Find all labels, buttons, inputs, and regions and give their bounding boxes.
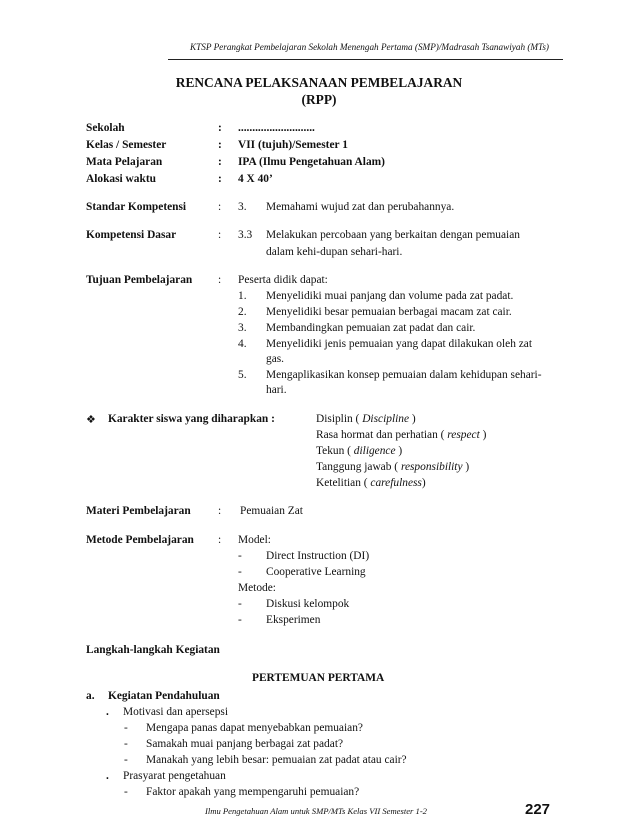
pertemuan-heading: PERTEMUAN PERTAMA bbox=[252, 672, 385, 684]
method-item: Diskusi kelompok bbox=[266, 598, 350, 610]
identity-label-class: Kelas / Semester bbox=[86, 139, 167, 151]
karakter-item: Rasa hormat dan perhatian ( respect ) bbox=[316, 429, 487, 441]
identity-value-class: VII (tujuh)/Semester 1 bbox=[238, 139, 348, 151]
kd-text-line1: Melakukan percobaan yang berkaitan dengan pemuaian bbox=[266, 229, 520, 241]
identity-colon: : bbox=[218, 139, 222, 151]
kd-colon: : bbox=[218, 229, 222, 241]
dash-bullet: - bbox=[238, 550, 242, 562]
tujuan-item-text-cont: gas. bbox=[266, 353, 285, 365]
question-item: Samakah muai panjang berbagai zat padat? bbox=[146, 738, 344, 750]
identity-label-time: Alokasi waktu bbox=[86, 173, 156, 185]
tujuan-item-text-cont: hari. bbox=[266, 384, 287, 396]
tujuan-colon: : bbox=[218, 274, 222, 286]
tujuan-item-number: 4. bbox=[238, 338, 247, 350]
tujuan-item-number: 5. bbox=[238, 369, 247, 381]
karakter-item: Tanggung jawab ( responsibility ) bbox=[316, 461, 470, 473]
metode-model-heading: Model: bbox=[238, 534, 271, 546]
prasyarat-item: Faktor apakah yang mempengaruhi pemuaian? bbox=[146, 786, 360, 798]
dash-bullet: - bbox=[124, 738, 128, 750]
karakter-item: Tekun ( diligence ) bbox=[316, 445, 403, 457]
tujuan-item-number: 3. bbox=[238, 322, 247, 334]
tujuan-item-text: Menyelidiki muai panjang dan volume pada zat padat. bbox=[266, 290, 514, 302]
tujuan-label: Tujuan Pembelajaran bbox=[86, 274, 193, 286]
page-footer: Ilmu Pengetahuan Alam untuk SMP/MTs Kelas VII Semester 1-2 bbox=[205, 806, 427, 816]
langkah-heading: Langkah-langkah Kegiatan bbox=[86, 644, 220, 656]
dash-bullet: - bbox=[124, 722, 128, 734]
kegiatan-label: Kegiatan Pendahuluan bbox=[108, 690, 220, 702]
kd-number: 3.3 bbox=[238, 229, 253, 241]
method-item: Eksperimen bbox=[266, 614, 321, 626]
question-item: Mengapa panas dapat menyebabkan pemuaian? bbox=[146, 722, 363, 734]
tujuan-item-text: Menyelidiki jenis pemuaian yang dapat dilakukan oleh zat bbox=[266, 338, 533, 350]
sk-text: Memahami wujud zat dan perubahannya. bbox=[266, 201, 455, 213]
tujuan-intro: Peserta didik dapat: bbox=[238, 274, 328, 286]
identity-value-school: ........................... bbox=[238, 122, 315, 134]
dot-bullet: . bbox=[106, 706, 109, 718]
materi-value: Pemuaian Zat bbox=[240, 505, 303, 517]
document-subtitle: (RPP) bbox=[301, 92, 337, 107]
karakter-item: Disiplin ( Discipline ) bbox=[316, 413, 416, 425]
tujuan-item-number: 1. bbox=[238, 290, 247, 302]
materi-label: Materi Pembelajaran bbox=[86, 505, 191, 517]
model-item: Cooperative Learning bbox=[266, 566, 366, 578]
metode-colon: : bbox=[218, 534, 222, 546]
sk-label: Standar Kompetensi bbox=[86, 201, 187, 213]
question-item: Manakah yang lebih besar: pemuaian zat padat atau cair? bbox=[146, 754, 407, 766]
dash-bullet: - bbox=[124, 786, 128, 798]
materi-colon: : bbox=[218, 505, 222, 517]
sk-colon: : bbox=[218, 201, 222, 213]
tujuan-item-number: 2. bbox=[238, 306, 247, 318]
identity-colon: : bbox=[218, 173, 222, 185]
header-rule bbox=[168, 59, 563, 60]
tujuan-item-text: Mengaplikasikan konsep pemuaian dalam kehidupan sehari- bbox=[266, 369, 542, 381]
identity-value-time: 4 X 40’ bbox=[238, 173, 273, 185]
sk-number: 3. bbox=[238, 201, 247, 213]
identity-colon: : bbox=[218, 156, 222, 168]
kegiatan-letter: a. bbox=[86, 690, 95, 702]
identity-label-subject: Mata Pelajaran bbox=[86, 156, 163, 168]
motivasi-heading: Motivasi dan apersepsi bbox=[123, 706, 229, 718]
model-item: Direct Instruction (DI) bbox=[266, 550, 370, 562]
dot-bullet: . bbox=[106, 770, 109, 782]
identity-colon: : bbox=[218, 122, 222, 134]
kd-text-line2: dalam kehi-dupan sehari-hari. bbox=[266, 246, 403, 258]
identity-value-subject: IPA (Ilmu Pengetahuan Alam) bbox=[238, 156, 385, 168]
dash-bullet: - bbox=[238, 598, 242, 610]
identity-label-school: Sekolah bbox=[86, 122, 125, 134]
dash-bullet: - bbox=[238, 614, 242, 626]
karakter-item: Ketelitian ( carefulness) bbox=[316, 477, 426, 489]
page-number: 227 bbox=[525, 801, 551, 818]
tujuan-item-text: Menyelidiki besar pemuaian berbagai macam zat cair. bbox=[266, 306, 512, 318]
metode-method-heading: Metode: bbox=[238, 582, 276, 594]
document-title: RENCANA PELAKSANAAN PEMBELAJARAN bbox=[175, 75, 463, 90]
kd-label: Kompetensi Dasar bbox=[86, 229, 177, 241]
dash-bullet: - bbox=[238, 566, 242, 578]
running-header: KTSP Perangkat Pembelajaran Sekolah Menengah Pertama (SMP)/Madrasah Tsanawiyah (MTs) bbox=[190, 42, 549, 52]
prasyarat-heading: Prasyarat pengetahuan bbox=[123, 770, 226, 782]
dash-bullet: - bbox=[124, 754, 128, 766]
karakter-label: Karakter siswa yang diharapkan : bbox=[108, 413, 275, 425]
metode-label: Metode Pembelajaran bbox=[86, 534, 194, 546]
diamond-bullet-icon: ❖ bbox=[86, 414, 96, 426]
tujuan-item-text: Membandingkan pemuaian zat padat dan cair. bbox=[266, 322, 476, 334]
